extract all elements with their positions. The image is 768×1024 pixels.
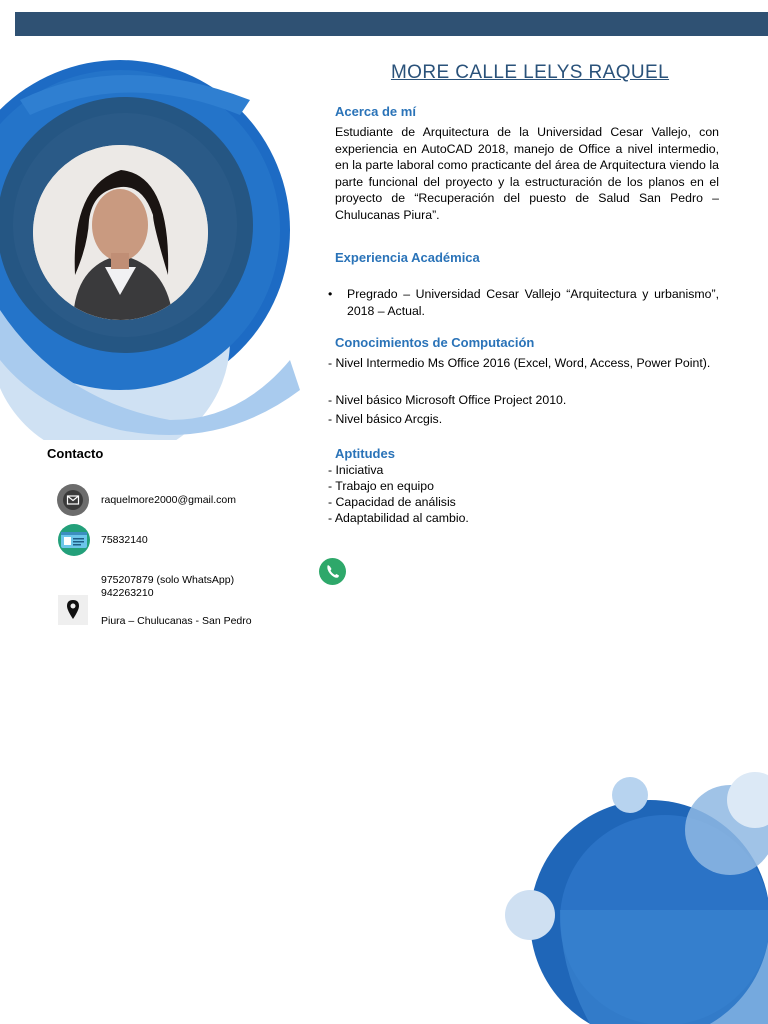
skill-item: - Capacidad de análisis — [328, 495, 456, 509]
skill-item: - Adaptabilidad al cambio. — [328, 511, 469, 525]
header-bar — [15, 12, 768, 36]
about-title: Acerca de mí — [335, 104, 416, 119]
computing-item: - Nivel básico Arcgis. — [328, 412, 443, 426]
contact-title: Contacto — [47, 446, 104, 461]
computing-item: - Nivel básico Microsoft Office Project 2010. — [328, 393, 567, 407]
decorative-circle-bottom — [500, 770, 768, 1024]
candidate-name: MORE CALLE LELYS RAQUEL — [390, 62, 670, 83]
about-text: Estudiante de Arquitectura de la Universidad Cesar Vallejo, con experiencia en AutoCAD 2018, manejo de Office a nivel intermedio, en la parte laboral como practicante del área de Arquitectura viendo la parte funcional del proyecto y la estructuración de los planos en el proyecto de “Recuperación del puesto de Salud San Pedro – Chulucanas Piura”. — [335, 125, 719, 222]
bullet-icon: • — [328, 287, 333, 301]
profile-photo — [33, 145, 208, 320]
contact-phone-2: 942263210 — [101, 587, 154, 599]
contact-phone-1: 975207879 (solo WhatsApp) — [101, 574, 235, 586]
location-pin-icon — [58, 595, 88, 630]
contact-id-number: 75832140 — [101, 534, 148, 546]
academic-title: Experiencia Académica — [335, 250, 480, 265]
skill-item: - Iniciativa — [328, 463, 384, 477]
academic-item: • Pregrado – Universidad Cesar Vallejo “Arquitectura y urbanismo”, 2018 – Actual. — [328, 287, 719, 318]
computing-title: Conocimientos de Computación — [335, 335, 535, 350]
contact-address: Piura – Chulucanas - San Pedro — [101, 615, 252, 627]
skill-item: - Trabajo en equipo — [328, 479, 434, 493]
computing-item: - Nivel Intermedio Ms Office 2016 (Excel, Word, Access, Power Point). — [328, 356, 711, 370]
email-icon — [57, 484, 89, 521]
skills-title: Aptitudes — [335, 446, 395, 461]
whatsapp-phone-icon — [319, 558, 346, 585]
contact-email[interactable]: raquelmore2000@gmail.com — [101, 494, 236, 506]
id-card-icon — [58, 524, 90, 561]
